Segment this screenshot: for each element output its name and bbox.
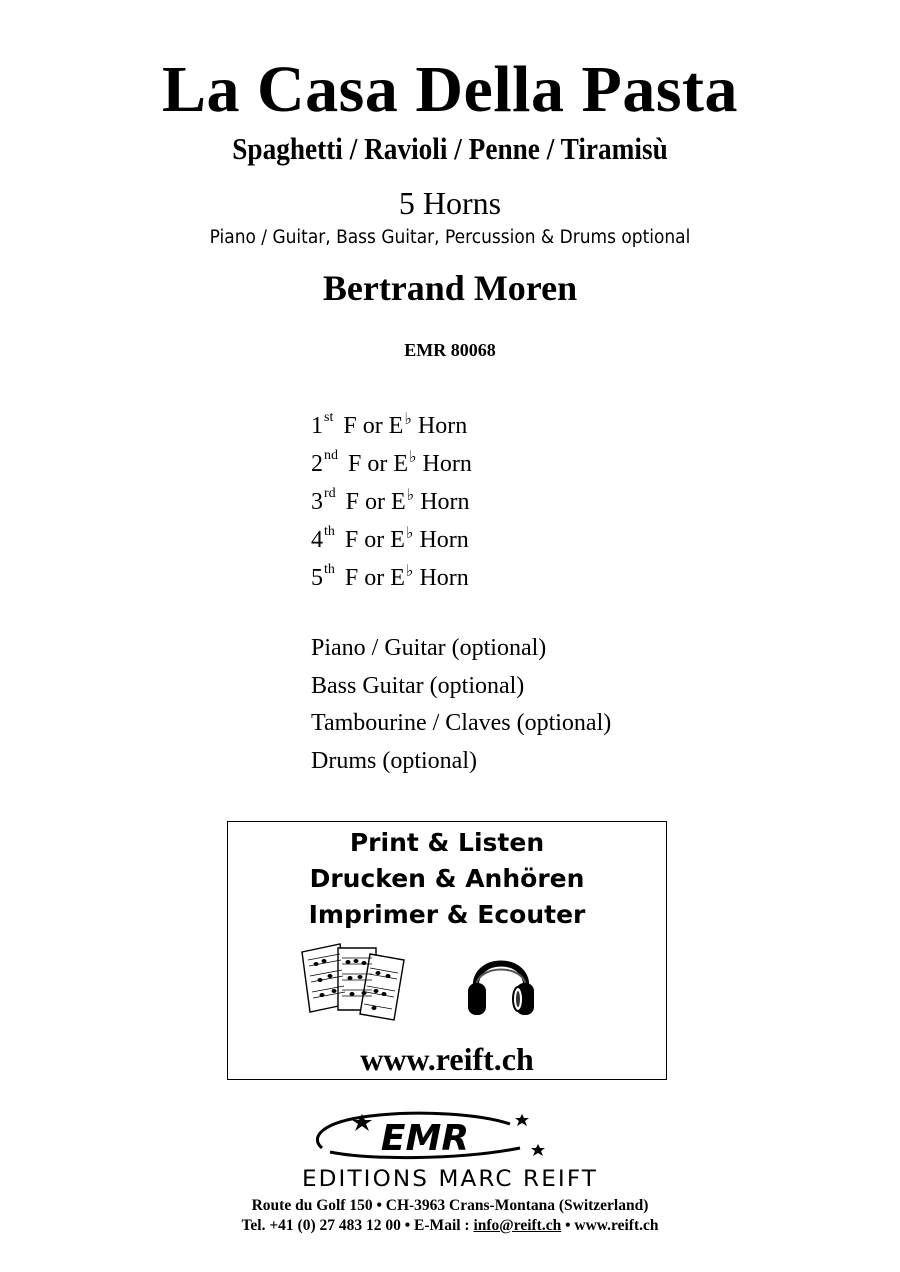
optional-part-item: Piano / Guitar (optional): [311, 635, 547, 661]
part-instrument: Horn: [419, 565, 469, 591]
promo-line-french: Imprimer & Ecouter: [308, 900, 586, 929]
part-text: F or E: [338, 527, 405, 553]
part-number: 5: [311, 565, 323, 591]
part-number: 3: [311, 489, 323, 515]
part-item: [311, 402, 472, 440]
emr-logo: [300, 1108, 550, 1163]
flat-sign: ♭: [409, 449, 417, 466]
subtitle: Spaghetti / Ravioli / Penne / Tiramisù: [232, 131, 668, 166]
optional-parts-list: [311, 630, 611, 780]
flat-sign: ♭: [405, 525, 414, 542]
part-text: F or E: [342, 451, 408, 477]
publisher-name: EDITIONS MARC REIFT: [301, 1167, 599, 1192]
optional-part-item: Bass Guitar (optional): [311, 672, 525, 699]
optional-part-item: Drums (optional): [311, 747, 477, 774]
part-ordinal: th: [324, 562, 335, 577]
contact-website: • www.reift.ch: [561, 1217, 659, 1234]
optional-part-item: Tambourine / Claves (optional): [311, 710, 612, 737]
publisher-contact: [0, 1216, 900, 1236]
promo-line-english: Print & Listen: [349, 828, 545, 857]
flat-sign: ♭: [405, 563, 414, 580]
part-ordinal: st: [324, 410, 334, 425]
headphones-icon: [466, 945, 536, 1020]
flat-sign: ♭: [404, 411, 412, 428]
part-text: F or E: [339, 489, 406, 515]
part-number: 4: [311, 527, 323, 553]
part-ordinal: rd: [324, 486, 336, 501]
print-listen-box: [227, 821, 667, 1080]
contact-email-link[interactable]: info@reift.ch: [473, 1217, 562, 1234]
part-number: 2: [311, 451, 323, 477]
part-text: F or E: [338, 565, 405, 591]
part-item: [311, 440, 472, 478]
part-instrument: Horn: [420, 489, 470, 515]
parts-list: [311, 402, 472, 592]
part-ordinal: nd: [324, 448, 338, 463]
flat-sign: ♭: [406, 487, 415, 504]
part-instrument: Horn: [417, 413, 468, 439]
part-item: [311, 554, 472, 592]
part-instrument: Horn: [422, 451, 472, 477]
composer: Bertrand Moren: [322, 268, 578, 308]
part-number: 1: [311, 413, 323, 439]
optional-instruments-line: Piano / Guitar, Bass Guitar, Percussion & Drums optional: [209, 227, 691, 248]
part-text: F or E: [337, 413, 404, 439]
part-ordinal: th: [324, 524, 335, 539]
part-instrument: Horn: [419, 527, 469, 553]
contact-telephone: Tel. +41 (0) 27 483 12 00 • E-Mail :: [241, 1217, 474, 1234]
part-item: [311, 478, 472, 516]
promo-line-german: Drucken & Anhören: [309, 864, 585, 893]
logo-text: EMR: [380, 1118, 470, 1159]
promo-website[interactable]: www.reift.ch: [360, 1041, 534, 1077]
title: La Casa Della Pasta: [162, 53, 738, 126]
part-item: [311, 516, 472, 554]
ensemble: 5 Horns: [398, 185, 502, 221]
sheet-music-icon: [300, 942, 412, 1022]
catalog-number: EMR 80068: [404, 340, 496, 360]
publisher-address: Route du Golf 150 • CH-3963 Crans-Montana (Switzerland): [251, 1197, 649, 1214]
